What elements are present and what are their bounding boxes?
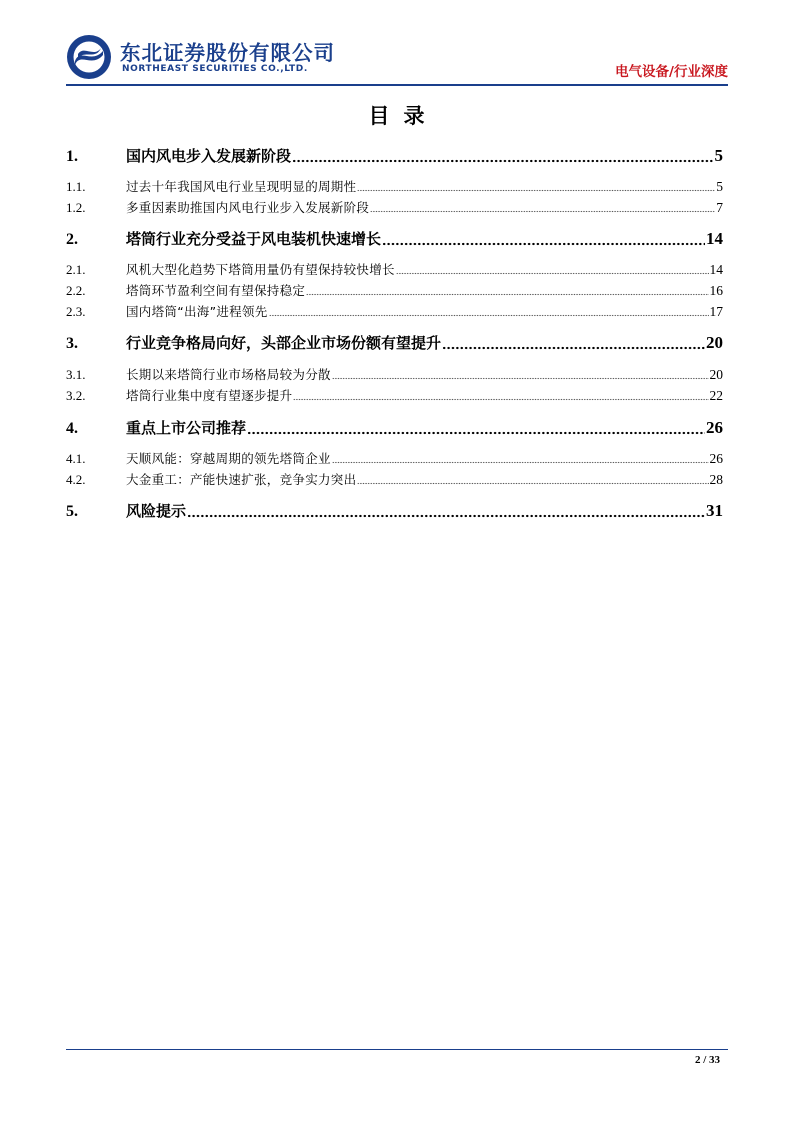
toc-entry-1-1[interactable] [66,177,723,195]
toc-entry-title: 长期以来塔筒行业市场格局较为分散 [126,367,331,382]
toc-entry-page: 20 [706,333,723,352]
toc-entry-title: 大金重工：产能快速扩张，竞争实力突出 [126,472,357,487]
toc-entry-5[interactable] [66,500,723,521]
toc-dot-leader [382,228,705,249]
northeast-securities-logo-icon [66,34,112,80]
toc-entry-page: 20 [709,367,723,382]
toc-entry-title: 天顺风能：穿越周期的领先塔筒企业 [126,451,331,466]
toc-entry-title: 塔筒环节盈利空间有望保持稳定 [126,283,306,298]
toc-entry-number: 4.2. [66,472,86,487]
header-divider [66,84,728,86]
toc-entry-3[interactable] [66,332,723,353]
toc-entry-number: 1. [66,148,78,165]
toc-entry-page: 14 [706,229,723,248]
toc-entry-page: 14 [709,262,723,277]
toc-entry-number: 5. [66,503,78,520]
toc-entry-2[interactable] [66,228,723,249]
toc-entry-page: 7 [716,200,723,215]
toc-dot-leader [370,198,715,216]
toc-dot-leader [332,449,709,467]
page-number: 2 / 33 [694,1054,720,1066]
toc-entry-title: 过去十年我国风电行业呈现明显的周期性 [126,179,357,194]
toc-entry-2-2[interactable] [66,281,723,299]
toc-entry-page: 31 [706,501,723,520]
toc-entry-number: 3.1. [66,367,86,382]
toc-entry-4[interactable] [66,417,723,438]
toc-dot-leader [247,417,705,438]
toc-dot-leader [292,145,713,166]
toc-entry-title: 塔筒行业集中度有望逐步提升 [126,388,293,403]
toc-dot-leader [357,177,715,195]
toc-entry-2-1[interactable] [66,260,723,278]
toc-entry-number: 2.2. [66,283,86,298]
toc-dot-leader [269,302,709,320]
toc-entry-4-2[interactable] [66,470,723,488]
toc-entry-page: 16 [709,283,723,298]
toc-entry-number: 2.1. [66,262,86,277]
toc-entry-number: 1.2. [66,200,86,215]
toc-dot-leader [332,365,709,383]
toc-entry-title: 国内塔筒“出海”进程领先 [126,304,268,319]
toc-entry-2-3[interactable] [66,302,723,320]
toc-dot-leader [306,281,708,299]
toc-entry-title: 风机大型化趋势下塔筒用量仍有望保持较快增长 [126,262,395,277]
toc-entry-number: 3.2. [66,388,86,403]
toc-entry-title: 多重因素助推国内风电行业步入发展新阶段 [126,200,370,215]
toc-entry-title: 风险提示 [126,502,187,520]
page-header [66,30,728,82]
toc-entry-page: 26 [709,451,723,466]
toc-entry-page: 28 [709,472,723,487]
company-name-cn: 东北证券股份有限公司 [120,41,335,65]
toc-dot-leader [187,500,705,521]
toc-dot-leader [396,260,709,278]
toc-entry-3-2[interactable] [66,386,723,404]
report-category: 电气设备/行业深度 [615,64,728,80]
toc-entry-page: 17 [709,304,723,319]
footer-divider [66,1049,728,1050]
toc-entry-number: 4.1. [66,451,86,466]
toc-entry-page: 5 [716,179,723,194]
toc-entry-3-1[interactable] [66,365,723,383]
toc-entry-page: 22 [709,388,723,403]
toc-entry-number: 4. [66,420,78,437]
toc-dot-leader [442,332,705,353]
toc-dot-leader [357,470,708,488]
toc-entry-number: 2. [66,231,78,248]
toc-entry-title: 塔筒行业充分受益于风电装机快速增长 [126,230,382,248]
toc-entry-1[interactable] [66,145,723,166]
toc-entry-1-2[interactable] [66,198,723,216]
toc-title: 目录 [368,104,439,128]
toc-entry-title: 国内风电步入发展新阶段 [126,147,292,165]
toc-entry-page: 5 [714,146,723,165]
toc-entry-number: 3. [66,335,78,352]
toc-entry-title: 行业竞争格局向好，头部企业市场份额有望提升 [126,334,442,352]
toc-entry-page: 26 [706,418,723,437]
company-name-en: NORTHEAST SECURITIES CO.,LTD. [122,64,308,74]
toc-dot-leader [293,386,708,404]
toc-entry-4-1[interactable] [66,449,723,467]
toc-entry-number: 2.3. [66,304,86,319]
toc-entry-number: 1.1. [66,179,86,194]
toc-entry-title: 重点上市公司推荐 [126,419,247,437]
